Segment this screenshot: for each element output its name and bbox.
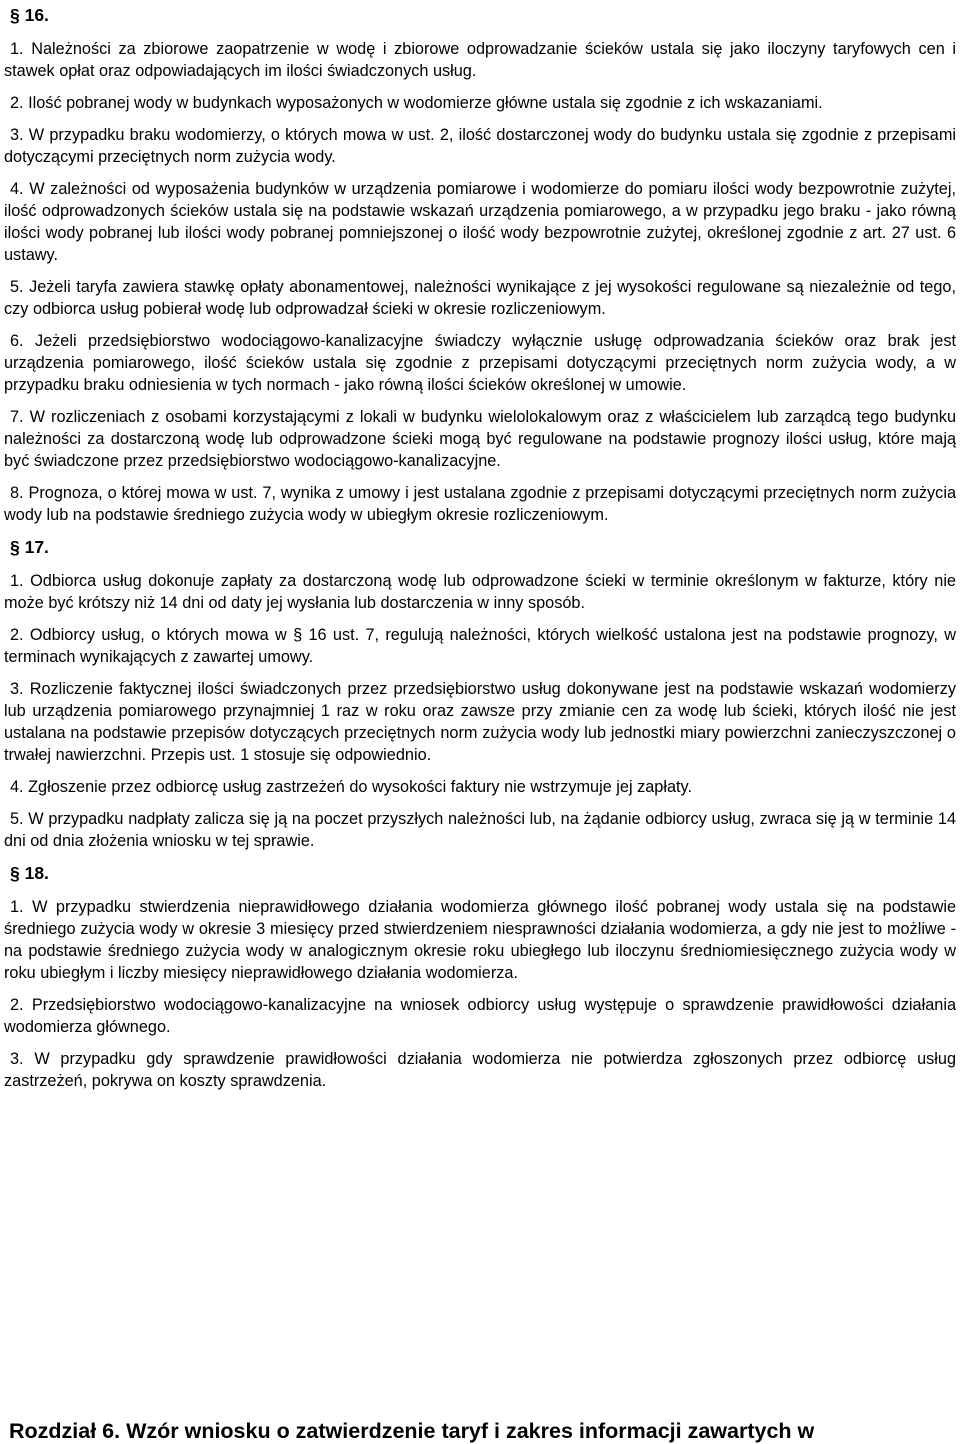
paragraph: 3. W przypadku braku wodomierzy, o których mowa w ust. 2, ilość dostarczonej wody do budynku ustala się zgodnie z przepisami dotyczącymi przeciętnych norm zużycia wody.: [4, 126, 956, 166]
paragraph: 2. Odbiorcy usług, o których mowa w § 16 ust. 7, regulują należności, których wielkość ustalona jest na podstawie prognozy, w terminach wynikających z zawartej umowy.: [4, 626, 956, 666]
section-heading: § 16.: [10, 5, 49, 25]
paragraph: 3. W przypadku gdy sprawdzenie prawidłowości działania wodomierza nie potwierdza zgłoszonych przez odbiorcę usług zastrzeżeń, pokrywa on koszty sprawdzenia.: [4, 1050, 956, 1090]
section-heading: § 17.: [10, 537, 49, 557]
paragraph: 5. W przypadku nadpłaty zalicza się ją na poczet przyszłych należności lub, na żądanie odbiorcy usług, zwraca się ją w terminie 14 dni od dnia złożenia wniosku w tej sprawie.: [4, 810, 956, 850]
paragraph: 2. Ilość pobranej wody w budynkach wyposażonych w wodomierze główne ustala się zgodnie z ich wskazaniami.: [10, 94, 823, 112]
paragraph: 1. Należności za zbiorowe zaopatrzenie w wodę i zbiorowe odprowadzanie ścieków ustala się jako iloczyny taryfowych cen i stawek opłat oraz odpowiadających im ilości świadczonych usług.: [4, 40, 956, 80]
paragraph: 1. Odbiorca usług dokonuje zapłaty za dostarczoną wodę lub odprowadzone ścieki w terminie określonym w fakturze, który nie może być krótszy niż 14 dni od daty jej wysłania lub dostarczenia w inny sposób.: [4, 572, 956, 612]
paragraph: 7. W rozliczeniach z osobami korzystającymi z lokali w budynku wielolokalowym oraz z właścicielem lub zarządcą tego budynku należności za dostarczoną wodę lub odprowadzone ścieki mogą być regulowane na podstawie prognozy ilości usług, które mają być świadczone przez przedsiębiorstwo wodociągowo-kanalizacyjne.: [4, 408, 956, 470]
paragraph: 4. W zależności od wyposażenia budynków w urządzenia pomiarowe i wodomierze do pomiaru ilości wody bezpowrotnie zużytej, ilość odprowadzonych ścieków ustala się na podstawie wskazań urządzenia pomiarowego, a w przypadku jego braku - jako równą ilości wody pobranej lub ilości wody pobranej pomniejszonej o ilość wody bezpowrotnie zużytej, określonej zgodnie z art. 27 ust. 6 ustawy.: [4, 180, 956, 264]
paragraph: 4. Zgłoszenie przez odbiorcę usług zastrzeżeń do wysokości faktury nie wstrzymuje jej zapłaty.: [10, 778, 692, 796]
paragraph: 1. W przypadku stwierdzenia nieprawidłowego działania wodomierza głównego ilość pobranej wody ustala się na podstawie średniego zużycia wody w okresie 3 miesięcy przed stwierdzeniem niesprawności działania wodomierza, a gdy nie jest to możliwe - na podstawie średniego zużycia wody w analogicznym okresie roku ubiegłego lub iloczynu średniomiesięcznego zużycia wody w roku ubiegłym i liczby miesięcy nieprawidłowego działania wodomierza.: [4, 898, 956, 982]
section-18: [4, 862, 956, 1092]
paragraph: 8. Prognoza, o której mowa w ust. 7, wynika z umowy i jest ustalana zgodnie z przepisami dotyczącymi przeciętnych norm zużycia wody lub na podstawie średniego zużycia wody w ubiegłym okresie rozliczeniowym.: [4, 484, 956, 524]
paragraph: 3. Rozliczenie faktycznej ilości świadczonych przez przedsiębiorstwo usług dokonywane jest na podstawie wskazań wodomierzy lub urządzenia pomiarowego przynajmniej 1 raz w roku oraz zawsze przy zmianie cen za wodę lub ścieki, których ilość nie jest ustalana na podstawie przepisów dotyczących przeciętnych norm zużycia wody lub jednostki miary powierzchni zanieczyszczonej o trwałej nawierzchni. Przepis ust. 1 stosuje się odpowiednio.: [4, 680, 956, 764]
paragraph: 6. Jeżeli przedsiębiorstwo wodociągowo-kanalizacyjne świadczy wyłącznie usługę odprowadzania ścieków oraz brak jest urządzenia pomiarowego, ilość ścieków ustala się zgodnie z przepisami dotyczącymi przeciętnych norm zużycia wody, a w przypadku braku odniesienia w tych normach - jako równą ilości ścieków określonej w umowie.: [4, 332, 956, 394]
section-16: [4, 4, 956, 526]
section-17: [4, 536, 956, 852]
paragraph: 5. Jeżeli taryfa zawiera stawkę opłaty abonamentowej, należności wynikające z jej wysokości regulowane są niezależnie od tego, czy odbiorca usług pobierał wodę lub odprowadzał ścieki w okresie rozliczeniowym.: [4, 278, 956, 318]
paragraph: 2. Przedsiębiorstwo wodociągowo-kanalizacyjne na wniosek odbiorcy usług występuje o sprawdzenie prawidłowości działania wodomierza głównego.: [4, 996, 956, 1036]
chapter-title: Rozdział 6. Wzór wniosku o zatwierdzenie taryf i zakres informacji zawartych w: [9, 1419, 815, 1443]
section-heading: § 18.: [10, 863, 49, 883]
